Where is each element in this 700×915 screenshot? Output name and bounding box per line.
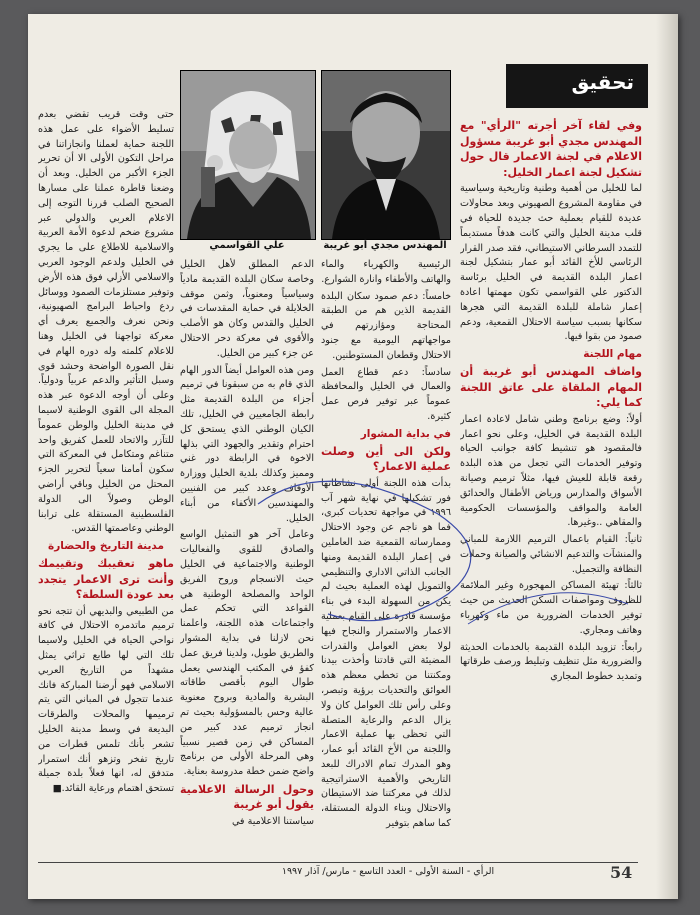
subheading-question: ولكن الى أين وصلت عملية الاعمار؟ (321, 444, 451, 474)
paragraph: بدأت هذه اللجنة أولى نشاطاتها فور تشكيلها في نهاية شهر آب ١٩٩٦ في مواجهة تحديات كبرى، فما هو ناجم عن وجود الاحتلال وممارساته القمعية ضد العاملين في إعمار البلدة القديمة ومنها الجانب الذاتي الاداري والتنظيمي والتمويل لهذه العملية بحيث لم يكن من السهولة البدء في بناء مؤسسة قادرة على القيام بعملية الاعمار والاستمرار والنجاح فيها لولا بعض العوامل والقدرات المضيئة التي قادتنا وأخذت بيدنا ومكنتنا من تخطي معظم هذه العوائق والتحديات برؤية وتبصر، وعلى رأس تلك العوامل كان ولا يزال الدعم والرعاية المتصلة التي تحظى بها عملية الاعمار واللجنة من الأخ القائد أبو عمار، وهو المدرك تمام الادراك للبعد التاريخي والأهمية الاستراتيجية لذلك في معركتنا ضد الاستيطان والاحتلال وبناء الدولة المستقلة، كما ساهم بتوفير (321, 477, 451, 830)
paragraph: أولاً: وضع برنامج وطني شامل لاعادة اعمار البلدة القديمة في الخليل، وعلى نحو اعمار فالمقصود هو تنشيط كافة جوانب الحياة وتوفير الخدمات التي تجعل من هذه البلدة رقعة قابلة للعيش فيها، مثلاً ترميم وصيانة الأسواق والمدارس ورياض الأطفال والحدائق العامة والمواقف والمؤسسات الحكومية والمقاهي ..وغيرها. (460, 413, 642, 529)
paragraph: لما للخليل من أهمية وطنية وتاريخية وسياسية في مقاومة المشروع الصهيوني وبعد محاولات عديدة للقيام بعملية حث جديدة للحياة في قلب مدينة الخليل والتي كانت هدفاً مستديماً للتمدد السرطاني الاستيطاني، فقد صدر القرار الرئاسي للأخ القائد أبو عمار بتشكيل لجنة اعمار البلدة القديمة في الخليل برئاسة الدكتور علي القواسمي تكون مهمتها اعادة إعمار شاملة للبلدة القديمة التي هجرها سكانها بسبب سياسة الاحتلال القمعية، ودعم صمود من بقوا فيها. (460, 183, 642, 343)
pen-annotation (28, 14, 678, 899)
footer-rule (38, 862, 638, 863)
paragraph: خامساً: دعم صمود سكان البلدة القديمة الذين هم من الطبقة المحتاجة ومؤازرتهم في مواجهاتهم اليومية مع جنود الاحتلال وقطعان المستوطنين. (321, 290, 451, 361)
paragraph: رابعاً: تزويد البلدة القديمة بالخدمات الحديثة والضرورية مثل تنظيف وتبليط ورصف طرقاتها وتمديد خطوط المجاري (460, 641, 642, 683)
paragraph: سادساً: دعم قطاع العمل والعمال في الخليل والمحافظة عموماً عبر توفير فرص عمل كثيرة. (321, 366, 451, 422)
subheading-tasks-intro: واضاف المهندس أبو غريبة أن المهام الملقاة على عاتق اللجنة كما يلي: (460, 364, 642, 410)
paragraph: وعامل آخر هو التمثيل الواسع والصادق للقوى والفعاليات الوطنية والاجتماعية في الخليل حيث الانسجام وروح الفريق الواحد والمصلحة الوطنية هي القواعد التي تحكم عمل واجتماعات هذه اللجنة، واعلمنا نحن لازلنا في بداية المشوار والطريق طويل، ولدينا فريق عمل كفؤ في المكتب الهندسي يعمل طوال اليوم بأقصى طاقاته البشرية والمادية وبروح معنوية عالية وحس بالمسؤولية بحيث تم انجاز ترميم عدد كبير من المساكن في زمن قصير نسبياً وهي المرحلة الأولى من برنامج واضح ضمن خطة مدروسة بعناية. (180, 529, 314, 778)
subheading-beginning: في بداية المشوار (360, 427, 451, 440)
paragraph: ثانياً: القيام باعمال الترميم اللازمة للمباني والمنشآت والتدعيم الانشائي والصيانة وحملات النظافة والتجميل. (460, 534, 642, 575)
interview-lead: وفي لقاء آخر أجرته "الرأي" مع المهندس مجدي أبو غريبة مسؤول الاعلام في لجنة الاعمار قال حول تشكيل لجنة اعمار الخليل: (460, 119, 642, 179)
caption-qawasmi: علي القواسمي (209, 240, 285, 251)
paragraph: سياستنا الاعلامية في (231, 816, 314, 828)
subheading-question: ماهو تعقيبك وتقييمك وأنت ترى الاعمار يتجدد بعد عودة السلطة؟ (38, 556, 174, 602)
footer-issue-info: الرأي - السنة الأولى - العدد التاسع - مارس/ آذار ١٩٩٧ (281, 866, 495, 877)
paragraph: الرئيسية والكهرباء والماء والهاتف والأطفاء وانارة الشوارع. (321, 259, 451, 285)
subheading-media-message: وحول الرسالة الاعلامية يقول أبو غريبة (180, 782, 314, 812)
pen-stroke (258, 481, 471, 620)
paragraph: من الطبيعي والبديهي أن تتجه نحو ترميم ماتدمره الاحتلال في كافة نواحي الحياة في الخليل ولاسيما تلك التي لها طابع تراثي يمثل مشهداً من التاريخ العربي الاسلامي فهو أرضنا المباركة فانك عندما تتجول في المباني التي يتم ترميمها والمحلات والطرقات البديعة في وسط مدينة الخليل تشعر بأنك تلمس قطرات من تاريخ تفخر وتزهو أنك استمرار متدفق له، انها فعلاً بلدة جميلة تستحق اهتمام ورعاية القائد.■ (38, 605, 174, 795)
subheading-history-civilization: مدينة التاريخ والحضارة (48, 540, 164, 553)
section-tag-label: تحقيق (571, 70, 634, 94)
paragraph: حتى وقت قريب تقضي بعدم تسليط الأضواء على عمل هذه اللجنة حماية لعملنا وانجازاتنا في مراحل التكون الأولى الا أن تحرير الجزء الأكبر من الخليل. وبعد أن وضعنا قاطرة عملنا على مسارها الصحيح الصلب قررنا التوجه إلى الاعلام العربي والدولي عبر مشروع ضخم لدعوة الأمة العربية والاسلامية للاطلاع على ما يجري في الخليل ولدعم الوجود العربي والاسلامي الأزلي فوق هذه الأرض وتوفير مستلزمات الصمود ووسائل ردع واحباط البرامج الصهيونية، ونحن نعرف والجميع يعرف أي معركة تواجهنا في الخليل وهنا للاعلام كلمته وله دوره الهام في نقل الصورة الواضحة وحشد قوى وسبل التأثير والدعم عربياً ودولياً. وعلى أن أوجه الدعوة عبر هذه المجلة الى القوى الوطنية لاسيما في مدينة الخليل والوطن عموماً للتآزر والاتحاد للعمل كفريق واحد متناغم ومتكامل في المعركة التي سكون أمامنا سعياً لتحرير الجزء المحتل من الخليل وباقي أراضي الوطن وصولاً الى الدولة الفلسطينية المستقلة على ترابنا الوطني وعاصمتها القدس. (38, 109, 174, 535)
pen-stroke (468, 593, 628, 624)
paragraph: ومن هذه العوامل أيضاً الدور الهام الذي قام به من سبقونا في ترميم أجزاء من البلدة القديمة مثل رابطة الجامعيين في الخليل، تلك الكيان الوطني الذي يستحق كل احترام وتقدير والجهود التي بذلها الاخوة في الرابطة دور غني ومميز وكذلك بلدية الخليل ووزارة الأوقاف وعدد كبير من الفنيين والمهندسين الأكفاء من أبناء الخليل. (180, 364, 314, 524)
caption-abu-ghariba: المهندس مجدي أبو غريبة (323, 240, 447, 251)
subheading-committee-tasks: مهام اللجنة (583, 348, 642, 361)
paragraph: الدعم المطلق لأهل الخليل وخاصة سكان البلدة القديمة مادياً وسياسياً ومعنوياً، وثمن موقف الخلايلة في حماية المقدسات في الخليل والقدس وكان هو الأصلب والأقوى في معركة دحر الاحتلال عن جزء كبير من الخليل. (180, 259, 314, 359)
paragraph: ثالثاً: تهيئة المساكن المهجورة وغير الملائمة للظروف ومواصفات السكن الحديث من حيث توفير الخدمات الضرورية من ماء وكهرباء وهاتف ومجاري. (460, 580, 642, 636)
magazine-page (28, 14, 678, 899)
page-number: 54 (610, 863, 633, 882)
